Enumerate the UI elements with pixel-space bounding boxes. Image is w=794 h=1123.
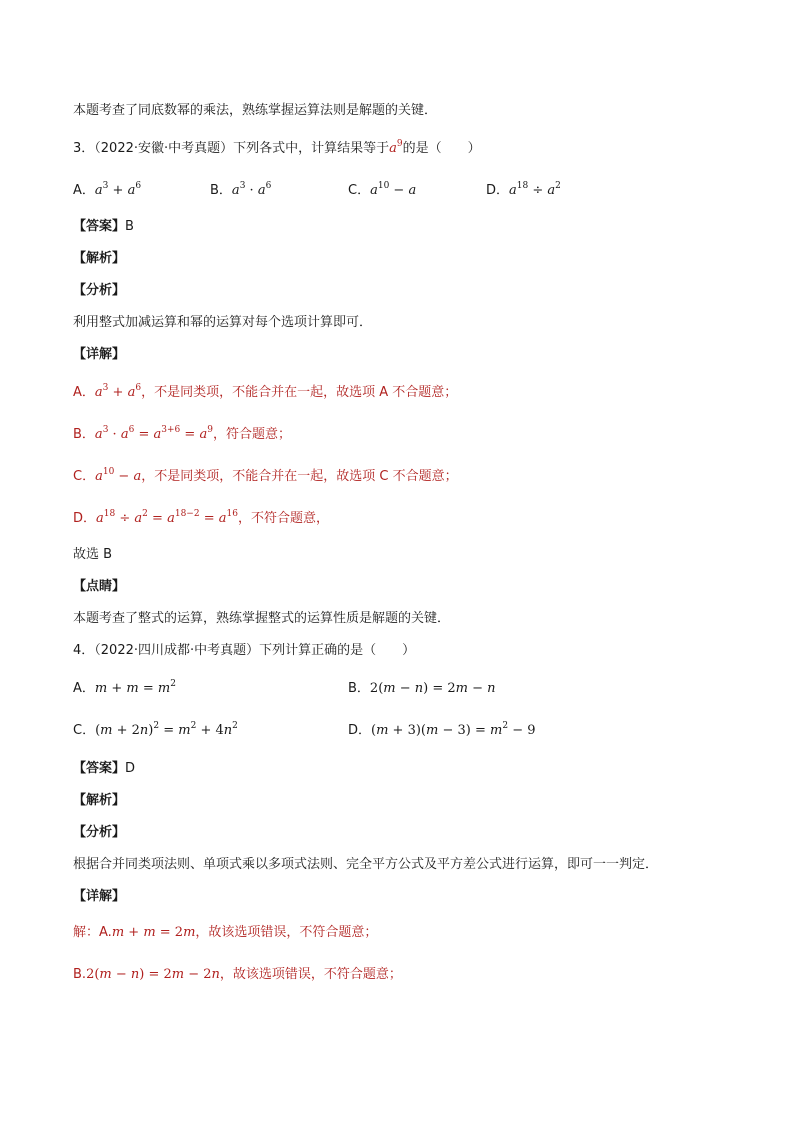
q3-option-b: B．$a^3 \cdot a^6$ bbox=[210, 181, 272, 198]
q3-answer-value: B bbox=[125, 219, 134, 234]
q3-source: （2022·安徽·中考真题） bbox=[94, 141, 234, 156]
q3-detail-b: B．$a^3 \cdot a^6 = a^{3+6} = a^9$，符合题意； bbox=[73, 425, 291, 442]
q4-answer-label: 【答案】 bbox=[73, 761, 126, 776]
q4-detail-b: B.2(m − n) = 2m − 2n，故该选项错误，不符合题意； bbox=[73, 967, 402, 982]
q4-option-a: A．$m + m = m^2$ bbox=[73, 679, 176, 696]
q3-number: 3． bbox=[73, 141, 95, 156]
q4-number: 4． bbox=[73, 643, 95, 658]
q4-stem-text: 下列计算正确的是（ ） bbox=[259, 643, 416, 658]
q4-fenxi-label: 【分析】 bbox=[73, 825, 126, 840]
q3-detail-label: 【详解】 bbox=[73, 347, 126, 362]
q3-option-d: D．$a^{18} \div a^2$ bbox=[486, 181, 561, 198]
q3-fenxi-label: 【分析】 bbox=[73, 283, 126, 298]
q4-answer bbox=[73, 760, 135, 778]
q3-detail-a: A．$a^3 + a^6$，不是同类项，不能合并在一起，故选项 A 不合题意； bbox=[73, 383, 458, 400]
q3-detail-d: D．$a^{18} \div a^2 = a^{18-2} = a^{16}$，不符合题意， bbox=[73, 509, 329, 526]
q3-stem-after: 的是（ ） bbox=[402, 141, 481, 156]
q3-answer bbox=[73, 218, 134, 236]
q3-stem-before: 下列各式中，计算结果等于 bbox=[233, 141, 390, 156]
q4-detail-a: 解：A.m + m = 2m，故该选项错误，不符合题意； bbox=[73, 925, 378, 940]
q3-dianjing-label: 【点睛】 bbox=[73, 579, 126, 594]
q3-conclusion: 故选 B bbox=[73, 547, 113, 562]
q4-stem bbox=[73, 642, 415, 660]
q4-fenxi-text: 根据合并同类项法则、单项式乘以多项式法则、完全平方公式及平方差公式进行运算，即可一一判定． bbox=[73, 857, 659, 872]
q4-answer-value: D bbox=[125, 761, 136, 776]
q4-detail-label: 【详解】 bbox=[73, 889, 126, 904]
q3-option-c: C．$a^{10} - a$ bbox=[348, 181, 417, 198]
q3-analysis-label: 【解析】 bbox=[73, 251, 126, 266]
q3-option-a: A．$a^3 + a^6$ bbox=[73, 181, 142, 198]
q3-stem-math: $a^9$ bbox=[389, 139, 403, 156]
q4-option-d: D．$(m + 3)(m - 3) = m^2 - 9$ bbox=[348, 721, 536, 738]
q3-detail-c: C．$a^{10} - a$，不是同类项，不能合并在一起，故选项 C 不合题意； bbox=[73, 467, 458, 484]
q3-answer-label: 【答案】 bbox=[73, 219, 126, 234]
q3-stem bbox=[73, 140, 481, 158]
q4-option-b: B．2(m − n) = 2m − n bbox=[348, 681, 496, 696]
intro-text: 本题考查了同底数幂的乘法，熟练掌握运算法则是解题的关键． bbox=[73, 103, 438, 118]
q3-dianjing-text: 本题考查了整式的运算，熟练掌握整式的运算性质是解题的关键． bbox=[73, 611, 451, 626]
q3-fenxi-text: 利用整式加减运算和幂的运算对每个选项计算即可． bbox=[73, 315, 373, 330]
q4-option-c: C．$(m + 2n)^2 = m^2 + 4n^2$ bbox=[73, 721, 238, 738]
q4-analysis-label: 【解析】 bbox=[73, 793, 126, 808]
q4-source: （2022·四川成都·中考真题） bbox=[94, 643, 260, 658]
